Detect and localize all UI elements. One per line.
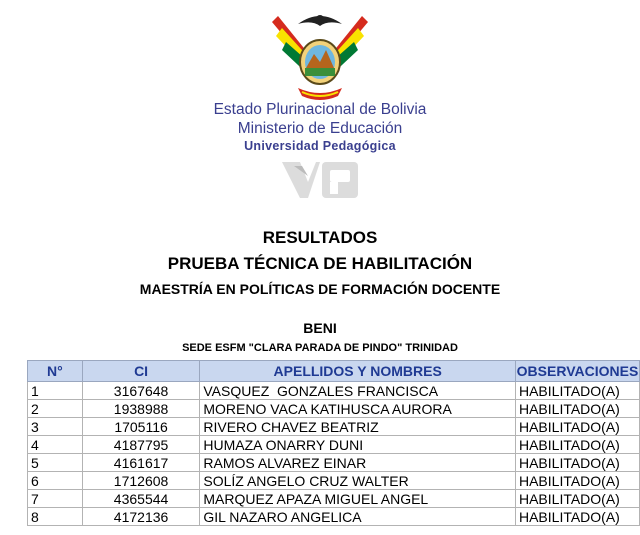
title-maestria: MAESTRÍA EN POLÍTICAS DE FORMACIÓN DOCENTE: [139, 281, 501, 297]
title-resultados: RESULTADOS: [262, 228, 378, 247]
table-row: [28, 454, 640, 472]
cell-observation: HABILITADO(A): [515, 436, 639, 454]
cell-number: 1: [28, 382, 83, 400]
cell-name: MARQUEZ APAZA MIGUEL ANGEL: [200, 490, 516, 508]
cell-number: 5: [28, 454, 83, 472]
header-number: N°: [28, 361, 83, 382]
header-observations: OBSERVACIONES: [515, 361, 639, 382]
table-row: [28, 436, 640, 454]
cell-name: RIVERO CHAVEZ BEATRIZ: [200, 418, 516, 436]
cell-number: 4: [28, 436, 83, 454]
cell-number: 8: [28, 508, 83, 526]
cell-observation: HABILITADO(A): [515, 490, 639, 508]
title-sede: SEDE ESFM "CLARA PARADA DE PINDO" TRINIDAD: [182, 342, 458, 354]
cell-name: VASQUEZ GONZALES FRANCISCA: [200, 382, 516, 400]
title-prueba: PRUEBA TÉCNICA DE HABILITACIÓN: [167, 254, 473, 273]
cell-number: 6: [28, 472, 83, 490]
cell-observation: HABILITADO(A): [515, 382, 639, 400]
cell-observation: HABILITADO(A): [515, 400, 639, 418]
cell-number: 7: [28, 490, 83, 508]
cell-name: MORENO VACA KATIHUSCA AURORA: [200, 400, 516, 418]
cell-number: 2: [28, 400, 83, 418]
table-row: [28, 508, 640, 526]
table-row: [28, 418, 640, 436]
cell-ci: 4172136: [82, 508, 200, 526]
institution-ministry: Ministerio de Educación: [237, 120, 403, 137]
title-departamento: BENI: [303, 320, 337, 336]
cell-ci: 4365544: [82, 490, 200, 508]
institution-state: Estado Plurinacional de Bolivia: [213, 101, 427, 118]
header-ci: CI: [82, 361, 200, 382]
cell-observation: HABILITADO(A): [515, 454, 639, 472]
institution-university: Universidad Pedagógica: [244, 139, 396, 153]
cell-ci: 1938988: [82, 400, 200, 418]
cell-name: RAMOS ALVAREZ EINAR: [200, 454, 516, 472]
cell-observation: HABILITADO(A): [515, 472, 639, 490]
table-row: [28, 472, 640, 490]
results-table: [27, 360, 640, 526]
cell-ci: 4161617: [82, 454, 200, 472]
up-logo-icon: [280, 160, 362, 200]
cell-name: HUMAZA ONARRY DUNI: [200, 436, 516, 454]
table-row: [28, 490, 640, 508]
table-row: [28, 382, 640, 400]
cell-observation: HABILITADO(A): [515, 508, 639, 526]
header-names: APELLIDOS Y NOMBRES: [200, 361, 516, 382]
table-row: [28, 400, 640, 418]
cell-ci: 3167648: [82, 382, 200, 400]
table-header-row: [28, 361, 640, 382]
bolivia-coat-of-arms-icon: [268, 6, 372, 104]
cell-number: 3: [28, 418, 83, 436]
cell-ci: 1705116: [82, 418, 200, 436]
cell-ci: 1712608: [82, 472, 200, 490]
cell-ci: 4187795: [82, 436, 200, 454]
cell-name: GIL NAZARO ANGELICA: [200, 508, 516, 526]
cell-name: SOLÍZ ANGELO CRUZ WALTER: [200, 472, 516, 490]
cell-observation: HABILITADO(A): [515, 418, 639, 436]
